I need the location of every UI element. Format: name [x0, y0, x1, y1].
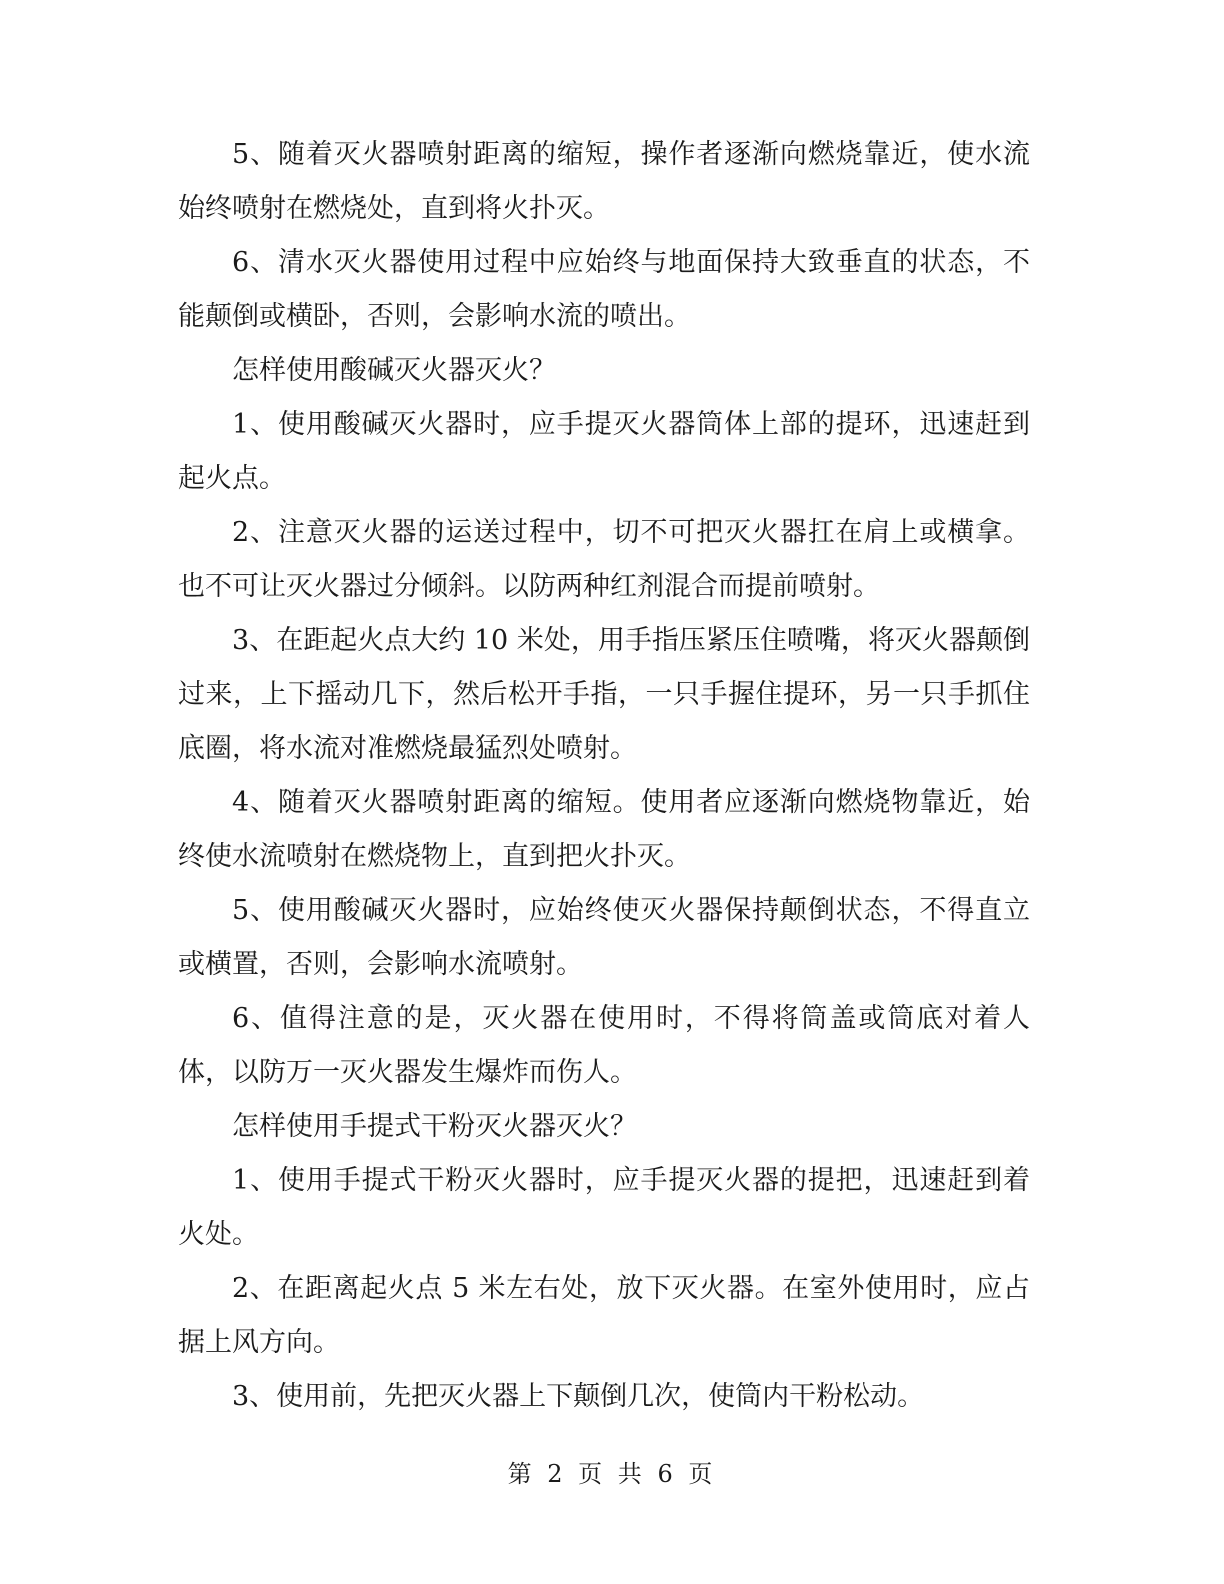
paragraph: 3、使用前，先把灭火器上下颠倒几次，使筒内干粉松动。 [232, 1381, 925, 1412]
document-body [178, 128, 1030, 1424]
paragraph: 1、使用手提式干粉灭火器时，应手提灭火器的提把，迅速赶到着火处。 [178, 1165, 1030, 1250]
paragraph: 2、注意灭火器的运送过程中，切不可把灭火器扛在肩上或横拿。也不可让灭火器过分倾斜。以防两种红剂混合而提前喷射。 [178, 517, 1030, 602]
paragraph: 5、使用酸碱灭火器时，应始终使灭火器保持颠倒状态，不得直立或横置，否则，会影响水流喷射。 [178, 895, 1030, 980]
paragraph: 4、随着灭火器喷射距离的缩短。使用者应逐渐向燃烧物靠近，始终使水流喷射在燃烧物上，直到把火扑灭。 [178, 787, 1030, 872]
section-heading: 怎样使用酸碱灭火器灭火？ [232, 355, 556, 386]
section-heading: 怎样使用手提式干粉灭火器灭火？ [232, 1111, 637, 1142]
paragraph: 1、使用酸碱灭火器时，应手提灭火器筒体上部的提环，迅速赶到起火点。 [178, 409, 1030, 494]
paragraph: 3、在距起火点大约 10 米处，用手指压紧压住喷嘴，将灭火器颠倒过来，上下摇动几下，然后松开手指，一只手握住提环，另一只手抓住底圈，将水流对准燃烧最猛烈处喷射。 [178, 625, 1030, 764]
paragraph: 2、在距离起火点 5 米左右处，放下灭火器。在室外使用时，应占据上风方向。 [178, 1273, 1030, 1358]
page-number-footer: 第 2 页 共 6 页 [507, 1460, 717, 1488]
paragraph: 6、值得注意的是，灭火器在使用时，不得将筒盖或筒底对着人体，以防万一灭火器发生爆炸而伤人。 [178, 1003, 1030, 1088]
paragraph: 6、清水灭火器使用过程中应始终与地面保持大致垂直的状态，不能颠倒或横卧，否则，会影响水流的喷出。 [178, 247, 1030, 332]
paragraph: 5、随着灭火器喷射距离的缩短，操作者逐渐向燃烧靠近，使水流始终喷射在燃烧处，直到将火扑灭。 [178, 139, 1030, 224]
